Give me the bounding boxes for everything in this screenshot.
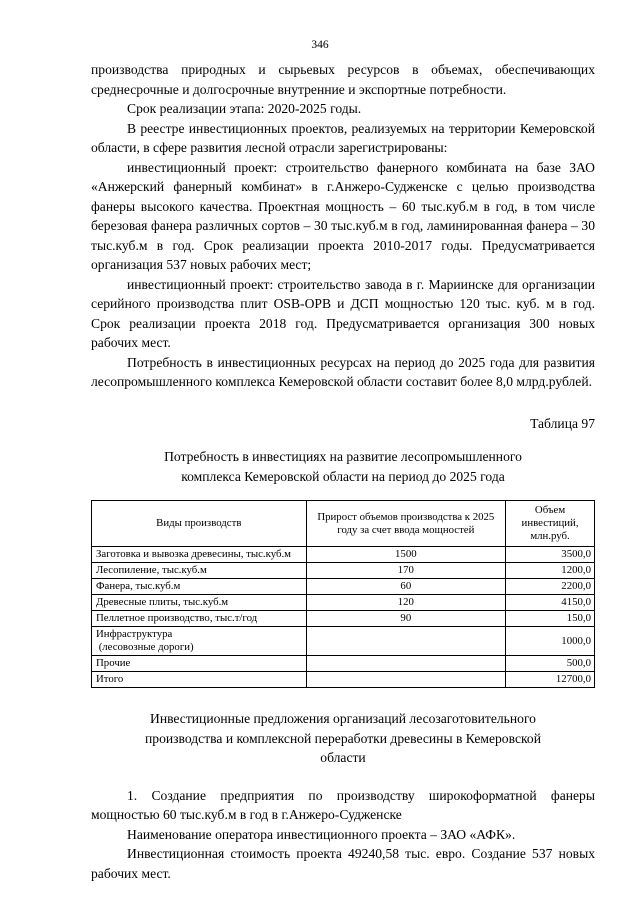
table-row (92, 611, 595, 627)
row-growth (306, 627, 506, 656)
row-investment: 3500,0 (506, 547, 595, 563)
table-caption-line-2: комплекса Кемеровской области на период до 2025 года (181, 468, 505, 484)
row-name-line-1: Инфраструктура (96, 628, 173, 640)
proposal-title: 1. Создание предприятия по производству широкоформатной фанеры мощностью 60 тыс.куб.м в год в г.Анжеро-Судженске (91, 787, 595, 822)
table-row (92, 627, 595, 656)
table-row (92, 595, 595, 611)
table-row (92, 579, 595, 595)
paragraph-6: Потребность в инвестиционных ресурсах на период до 2025 года для развития лесопромышленного комплекса Кемеровской области составит более 8,0 млрд.рублей. (91, 354, 595, 389)
table-row-total (92, 672, 595, 688)
row-investment: 2200,0 (506, 579, 595, 595)
row-growth (306, 672, 506, 688)
paragraph-3: В реестре инвестиционных проектов, реализуемых на территории Кемеровской области, в сфере развития лесной отрасли зарегистрированы: (91, 120, 595, 155)
row-name: Фанера, тыс.куб.м (92, 579, 307, 595)
row-investment: 500,0 (506, 656, 595, 672)
row-name: Прочие (92, 656, 307, 672)
row-investment: 4150,0 (506, 595, 595, 611)
row-name-line-2: (лесовозные дороги) (96, 641, 194, 653)
section-title: Инвестиционные предложения организаций лесозаготовительного производства и комплексной переработки древесины в Кемеровской области (145, 711, 541, 765)
header-investment: Объем инвестиций, млн.руб. (506, 501, 595, 547)
table-row (92, 547, 595, 563)
row-growth (306, 656, 506, 672)
row-name: Итого (92, 672, 307, 688)
row-investment: 1200,0 (506, 563, 595, 579)
row-growth: 90 (306, 611, 506, 627)
row-name: Пеллетное производство, тыс.т/год (92, 611, 307, 627)
table-row (92, 656, 595, 672)
row-growth: 170 (306, 563, 506, 579)
proposal-operator: Наименование оператора инвестиционного проекта – ЗАО «АФК». (127, 826, 516, 842)
row-name: Древесные плиты, тыс.куб.м (92, 595, 307, 611)
row-growth: 1500 (306, 547, 506, 563)
page-number: 346 (311, 39, 329, 51)
row-name: Лесопиление, тыс.куб.м (92, 563, 307, 579)
table-row (92, 563, 595, 579)
document-body (91, 60, 595, 883)
row-growth: 60 (306, 579, 506, 595)
row-name (92, 627, 307, 656)
proposal-cost: Инвестиционная стоимость проекта 49240,58 тыс. евро. Создание 537 новых рабочих мест. (91, 846, 595, 881)
header-production-type: Виды производств (92, 501, 307, 547)
investment-table (91, 500, 595, 688)
row-investment: 150,0 (506, 611, 595, 627)
row-investment: 1000,0 (506, 627, 595, 656)
paragraph-2: Срок реализации этапа: 2020-2025 годы. (127, 101, 362, 116)
header-volume-growth: Прирост объемов производства к 2025 году за счет ввода мощностей (306, 501, 506, 547)
row-growth: 120 (306, 595, 506, 611)
table-header-row (92, 501, 595, 547)
paragraph-5: инвестиционный проект: строительство завода в г. Мариинске для организации серийного производства плит OSB-OPB и ДСП мощностью 120 тыс. куб. м в год. Срок реализации проекта 2018 год. Предусматривается организация 300 новых рабочих мест. (91, 276, 595, 350)
paragraph-4: инвестиционный проект: строительство фанерного комбината на базе ЗАО «Анжерский фанерный комбинат» в г.Анжеро-Судженске с целью производства фанеры высокого качества. Проектная мощность – 60 тыс.куб.м в год, в том числе березовая фанера различных сортов – 30 тыс.куб.м в год, ламинированная фанера – 30 тыс.куб.м в год. Срок реализации проекта 2010-2017 годы. Предусматривается организация 537 новых рабочих мест; (91, 159, 595, 272)
row-investment: 12700,0 (506, 672, 595, 688)
paragraph-1: производства природных и сырьевых ресурсов в объемах, обеспечивающих среднесрочные и долгосрочные внутренние и экспортные потребности. (91, 62, 595, 97)
row-name: Заготовка и вывозка древесины, тыс.куб.м (92, 547, 307, 563)
table-caption (91, 447, 595, 486)
table-label: Таблица 97 (530, 415, 595, 431)
table-caption-line-1: Потребность в инвестициях на развитие лесопромышленного (164, 449, 522, 464)
